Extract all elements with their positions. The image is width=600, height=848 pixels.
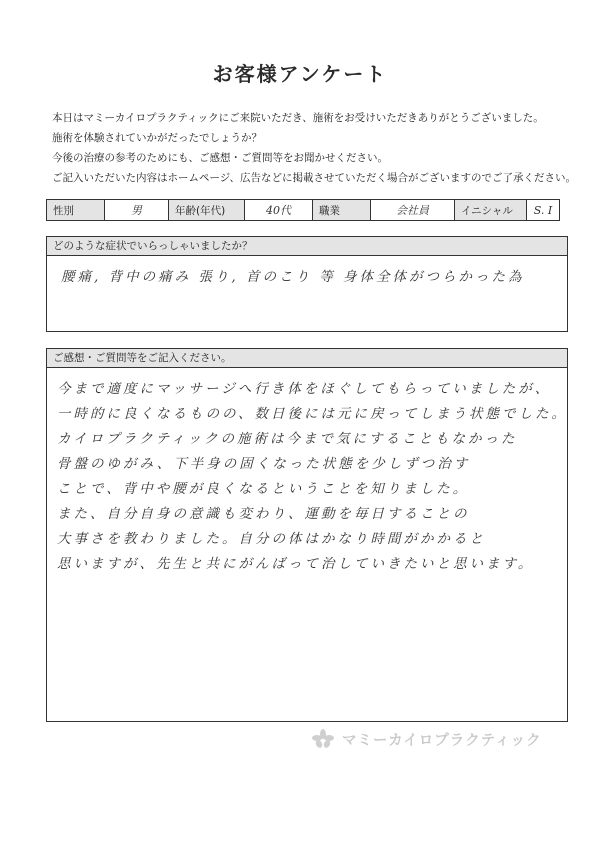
comments-answer[interactable] xyxy=(57,377,568,577)
page-title: お客様アンケート xyxy=(212,62,388,86)
comment-line: 思いますが、先生と共にがんばって治していきたいと思います。 xyxy=(57,556,535,572)
comment-line: 大事さを教わりました。自分の体はかなり時間がかかると xyxy=(57,531,486,547)
intro-line: 施術を体験されていかがだったでしょうか？ xyxy=(52,132,262,144)
intro-line: 本日はマミーカイロプラクティックにご来院いただき、施術をお受けいただきありがとうございました。 xyxy=(52,112,544,124)
job-label: 職業 xyxy=(313,200,371,220)
symptoms-box xyxy=(46,236,568,332)
comment-line: ことで、背中や腰が良くなるということを知りました。 xyxy=(57,481,470,497)
gender-field[interactable]: 男 xyxy=(105,200,169,220)
initial-label: イニシャル xyxy=(455,200,527,220)
job-field[interactable]: 会社員 xyxy=(371,200,455,220)
comment-line: また、自分自身の意識も変わり、運動を毎日することの xyxy=(57,506,470,522)
age-field[interactable]: 40代 xyxy=(245,200,313,220)
intro-line: ご記入いただいた内容はホームページ、広告などに掲載させていただく場合がございますのでご了承ください。 xyxy=(52,172,576,184)
comment-line: 一時的に良くなるものの、数日後には元に戻ってしまう状態でした。 xyxy=(57,406,568,422)
symptoms-answer[interactable]: 腰痛, 背中の痛み 張り, 首のこり 等 身体全体がつらかった為 xyxy=(61,269,525,285)
comments-box xyxy=(46,348,568,722)
symptoms-label: どのような症状でいらっしゃいましたか？ xyxy=(47,237,567,256)
logo-text: マミーカイロプラクティック xyxy=(342,732,542,749)
comments-label: ご感想・ご質問等をご記入ください。 xyxy=(47,349,567,368)
intro-text xyxy=(52,108,576,188)
comment-line: 今まで適度にマッサージへ行き体をほぐしてもらっていましたが、 xyxy=(57,381,552,397)
initial-field[interactable]: S. I xyxy=(533,203,553,217)
clinic-logo xyxy=(310,728,542,750)
gender-label: 性別 xyxy=(47,200,105,220)
intro-line: 今後の治療の参考のためにも、ご感想・ご質問等をお聞かせください。 xyxy=(52,152,388,164)
comment-line: カイロプラクティックの施術は今まで気にすることもなかった xyxy=(57,431,518,447)
age-label: 年齢(年代) xyxy=(169,200,245,220)
info-table xyxy=(46,199,560,221)
comment-line: 骨盤のゆがみ、下半身の固くなった状態を少しずつ治す xyxy=(57,456,471,472)
flower-logo-icon xyxy=(310,728,336,750)
